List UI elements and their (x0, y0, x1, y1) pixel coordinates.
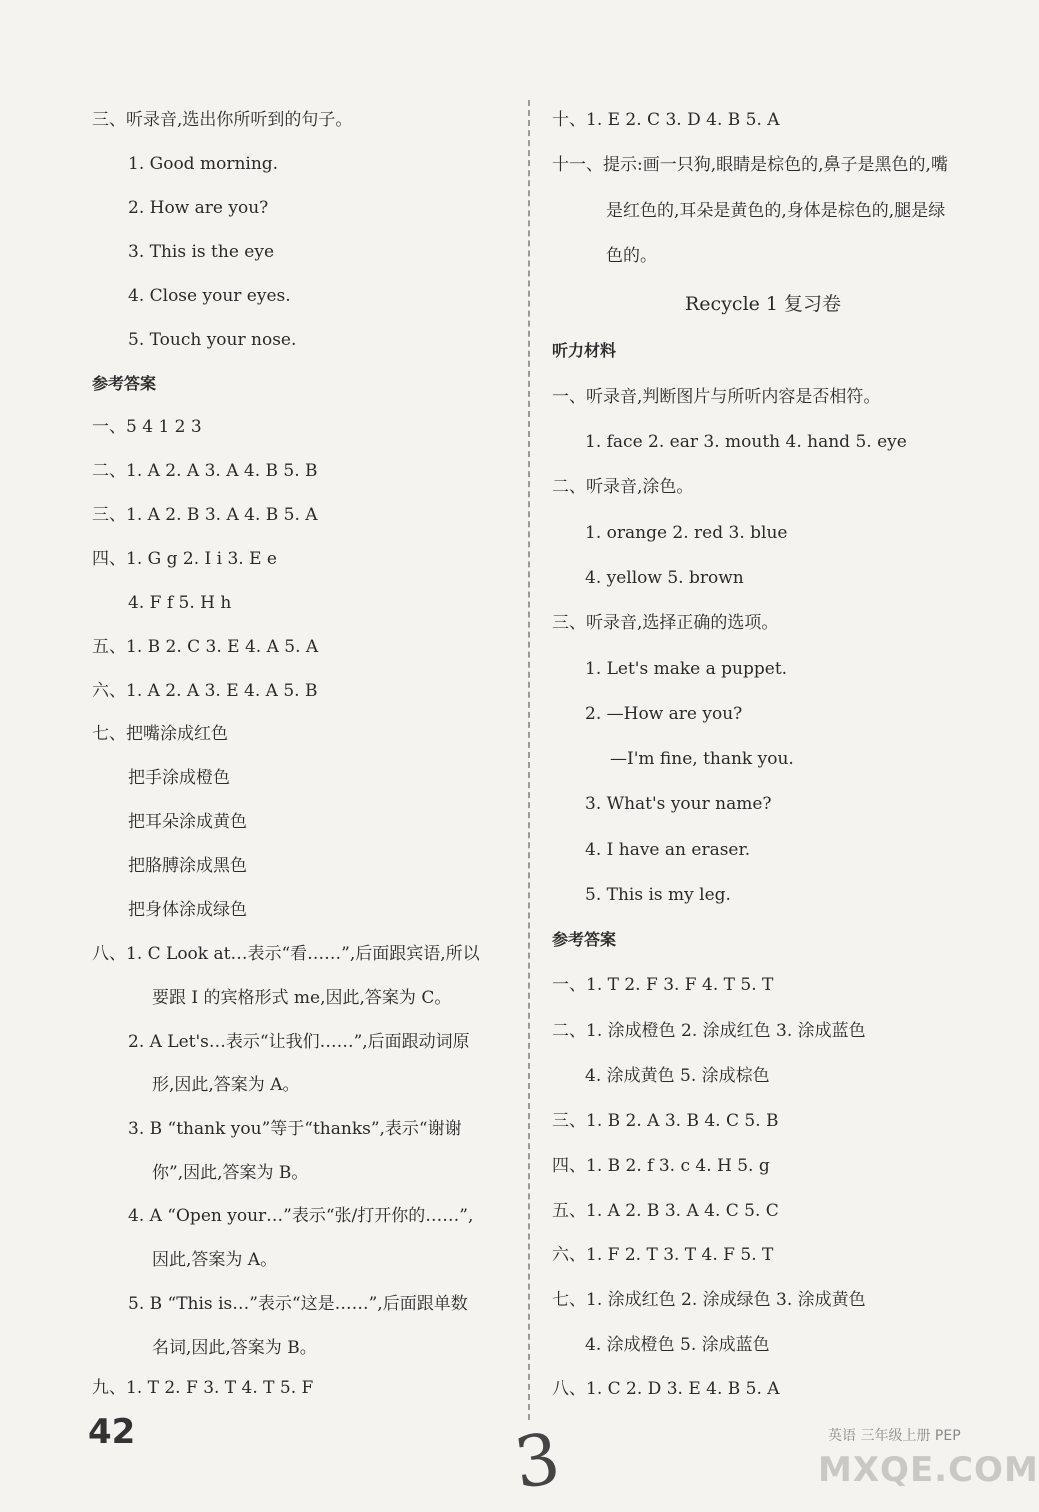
left-text-line: 把胳膊涂成黑色 (128, 856, 247, 876)
right-text-line: 4. I have an eraser. (585, 840, 751, 860)
left-text-line: 二、1. A 2. A 3. A 4. B 5. B (92, 461, 318, 481)
left-text-line: 把手涂成橙色 (128, 768, 230, 788)
right-text-line: 1. Let's make a puppet. (585, 659, 788, 679)
right-text-line: 七、1. 涂成红色 2. 涂成绿色 3. 涂成黄色 (552, 1290, 866, 1310)
right-text-line: 色的。 (606, 246, 657, 266)
left-text-line: 3. B “thank you”等于“thanks”,表示“谢谢 (128, 1119, 462, 1139)
left-text-line: 4. A “Open your…”表示“张/打开你的……”, (128, 1206, 474, 1226)
right-text-line: 参考答案 (552, 930, 617, 949)
right-text-line: 1. orange 2. red 3. blue (585, 523, 788, 543)
left-text-line: 你”,因此,答案为 B。 (152, 1163, 309, 1183)
right-text-line: —I'm fine, thank you. (610, 749, 794, 769)
left-text-line: 要跟 I 的宾格形式 me,因此,答案为 C。 (152, 988, 452, 1008)
right-text-line: 六、1. F 2. T 3. T 4. F 5. T (552, 1245, 774, 1265)
left-text-line: 六、1. A 2. A 3. E 4. A 5. B (92, 681, 318, 701)
right-text-line: 4. 涂成橙色 5. 涂成蓝色 (585, 1335, 770, 1355)
left-text-line: 因此,答案为 A。 (152, 1250, 278, 1270)
right-text-line: 二、听录音,涂色。 (552, 477, 694, 497)
left-text-line: 七、把嘴涂成红色 (92, 724, 228, 744)
left-text-line: 4. Close your eyes. (128, 286, 291, 306)
right-text-line: 十、1. E 2. C 3. D 4. B 5. A (552, 110, 780, 130)
left-text-line: 参考答案 (92, 374, 157, 393)
right-text-line: 一、听录音,判断图片与所听内容是否相符。 (552, 387, 881, 407)
right-text-line: 四、1. B 2. f 3. c 4. H 5. g (552, 1156, 770, 1176)
left-text-line: 4. F f 5. H h (128, 593, 232, 613)
left-text-line: 五、1. B 2. C 3. E 4. A 5. A (92, 637, 319, 657)
right-text-line: 八、1. C 2. D 3. E 4. B 5. A (552, 1379, 780, 1399)
right-text-line: Recycle 1 复习卷 (685, 293, 842, 315)
left-text-line: 2. How are you? (128, 198, 269, 218)
right-text-line: 三、1. B 2. A 3. B 4. C 5. B (552, 1111, 779, 1131)
left-text-line: 九、1. T 2. F 3. T 4. T 5. F (92, 1378, 314, 1398)
footer-book-title: 英语 三年级上册 PEP (828, 1428, 961, 1444)
left-text-line: 把耳朵涂成黄色 (128, 812, 247, 832)
left-text-line: 3. This is the eye (128, 242, 275, 262)
right-text-line: 是红色的,耳朵是黄色的,身体是棕色的,腿是绿 (606, 201, 946, 221)
left-text-line: 四、1. G g 2. I i 3. E e (92, 549, 277, 569)
left-text-line: 名词,因此,答案为 B。 (152, 1338, 317, 1358)
right-text-line: 听力材料 (552, 341, 617, 360)
right-text-line: 二、1. 涂成橙色 2. 涂成红色 3. 涂成蓝色 (552, 1021, 866, 1041)
left-text-line: 2. A Let's…表示“让我们……”,后面跟动词原 (128, 1032, 470, 1052)
right-text-line: 2. —How are you? (585, 704, 743, 724)
left-text-line: 形,因此,答案为 A。 (152, 1075, 300, 1095)
left-text-line: 5. Touch your nose. (128, 330, 297, 350)
right-text-line: 五、1. A 2. B 3. A 4. C 5. C (552, 1201, 779, 1221)
left-text-line: 一、5 4 1 2 3 (92, 417, 202, 437)
left-text-line: 三、1. A 2. B 3. A 4. B 5. A (92, 505, 318, 525)
handwritten-mark: 3 (509, 1417, 566, 1505)
page-number: 42 (88, 1412, 136, 1452)
right-text-line: 4. 涂成黄色 5. 涂成棕色 (585, 1066, 770, 1086)
watermark: MXQE.COM (818, 1450, 1039, 1490)
left-text-line: 八、1. C Look at…表示“看……”,后面跟宾语,所以 (92, 944, 480, 964)
column-divider (528, 100, 530, 1420)
right-text-line: 十一、提示:画一只狗,眼睛是棕色的,鼻子是黑色的,嘴 (552, 155, 948, 175)
right-text-line: 5. This is my leg. (585, 885, 731, 905)
right-text-line: 三、听录音,选择正确的选项。 (552, 613, 779, 633)
right-text-line: 3. What's your name? (585, 794, 772, 814)
right-text-line: 4. yellow 5. brown (585, 568, 744, 588)
left-text-line: 三、听录音,选出你所听到的句子。 (92, 110, 353, 130)
right-text-line: 一、1. T 2. F 3. F 4. T 5. T (552, 975, 774, 995)
left-text-line: 5. B “This is…”表示“这是……”,后面跟单数 (128, 1294, 468, 1314)
left-text-line: 把身体涂成绿色 (128, 900, 247, 920)
left-text-line: 1. Good morning. (128, 154, 279, 174)
right-text-line: 1. face 2. ear 3. mouth 4. hand 5. eye (585, 432, 907, 452)
